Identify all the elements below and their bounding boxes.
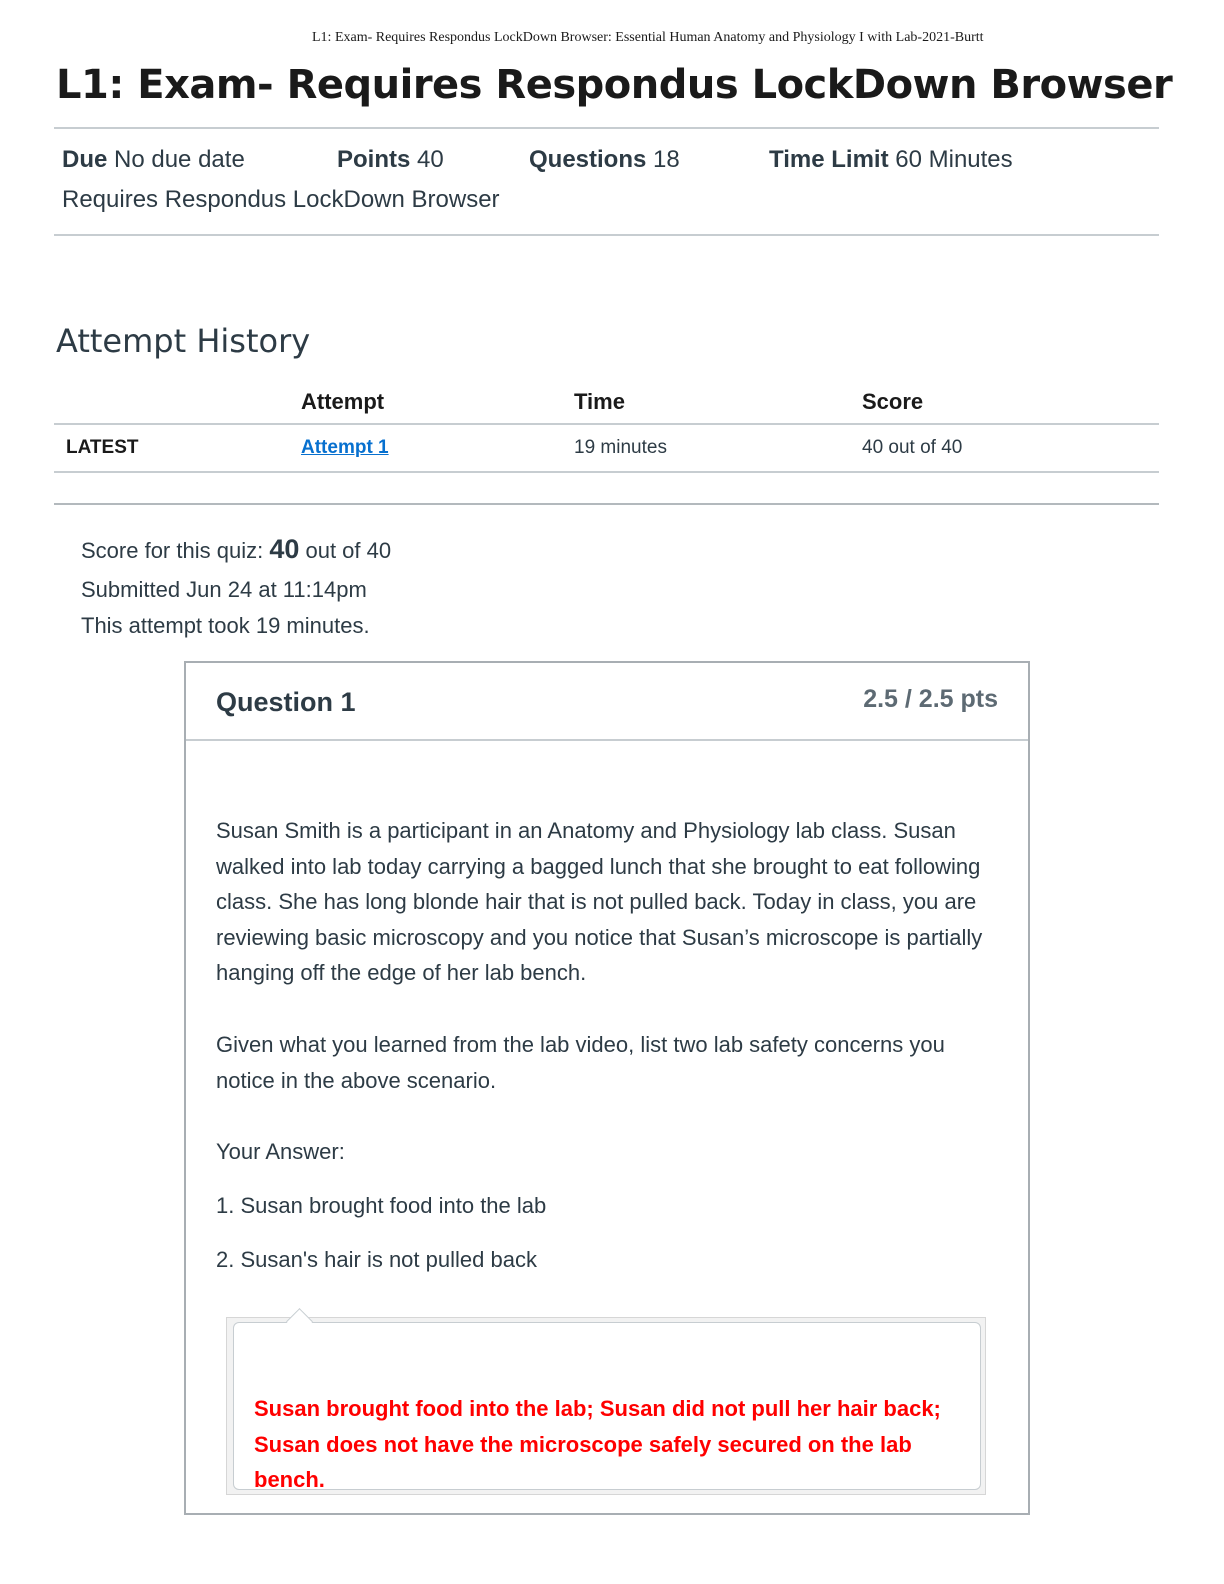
attempt-1-link[interactable]: Attempt 1	[301, 437, 389, 458]
feedback-text: Susan brought food into the lab; Susan did not pull her hair back; Susan does not have the microscope safely secured on the lab bench.	[254, 1396, 941, 1492]
attempt-score: 40 out of 40	[862, 437, 963, 458]
feedback-caret	[286, 1308, 313, 1335]
attempt-status: LATEST	[66, 437, 139, 458]
submitted-time: Submitted Jun 24 at 11:14pm	[81, 577, 367, 602]
due-info	[62, 146, 245, 174]
question-prompt: Given what you learned from the lab video, list two lab safety concerns you notice in the above scenario.	[216, 1032, 945, 1093]
questions-info	[529, 146, 680, 174]
due-label: Due	[62, 146, 108, 173]
attempt-duration: This attempt took 19 minutes.	[81, 613, 370, 638]
points-label: Points	[337, 146, 411, 173]
divider	[54, 503, 1159, 505]
question-scenario: Susan Smith is a participant in an Anatomy and Physiology lab class. Susan walked into lab today carrying a bagged lunch that she brought to eat following class. She has long blonde hair that is not pulled back. Today in class, you are reviewing basic microscopy and you notice that Susan’s microscope is partially hanging off the edge of her lab bench.	[216, 818, 983, 985]
score-value: 40	[269, 534, 300, 564]
column-header-time: Time	[574, 389, 625, 414]
feedback-bubble	[233, 1322, 981, 1490]
time-limit-info	[769, 146, 1013, 174]
points-value: 40	[417, 146, 444, 173]
questions-value: 18	[653, 146, 680, 173]
page-title: L1: Exam- Requires Respondus LockDown Browser	[56, 62, 1173, 108]
table-header-divider	[54, 423, 1159, 425]
feedback-panel	[226, 1317, 986, 1495]
due-value: No due date	[114, 146, 245, 173]
question-header	[186, 663, 1028, 741]
answer-item: 1. Susan brought food into the lab	[216, 1193, 547, 1218]
divider	[54, 127, 1159, 129]
document-header: L1: Exam- Requires Respondus LockDown Browser: Essential Human Anatomy and Physiology I with Lab-2021-Burtt	[312, 30, 984, 45]
your-answer-label: Your Answer:	[216, 1139, 345, 1164]
column-header-attempt: Attempt	[301, 389, 385, 414]
points-info	[337, 146, 444, 174]
column-header-score: Score	[862, 389, 924, 414]
question-points: 2.5 / 2.5 pts	[863, 685, 998, 713]
answer-item: 2. Susan's hair is not pulled back	[216, 1247, 537, 1272]
quiz-score	[81, 534, 391, 565]
score-suffix: out of 40	[305, 538, 392, 563]
time-limit-value: 60 Minutes	[895, 146, 1013, 173]
divider	[54, 234, 1159, 236]
attempt-time: 19 minutes	[574, 437, 667, 458]
table-row-divider	[54, 471, 1159, 473]
lockdown-requirement: Requires Respondus LockDown Browser	[62, 186, 500, 213]
time-limit-label: Time Limit	[769, 146, 889, 173]
attempt-history-title: Attempt History	[56, 322, 311, 360]
questions-label: Questions	[529, 146, 647, 173]
question-card	[184, 661, 1030, 1515]
question-title: Question 1	[216, 687, 356, 717]
score-prefix: Score for this quiz:	[81, 538, 264, 563]
